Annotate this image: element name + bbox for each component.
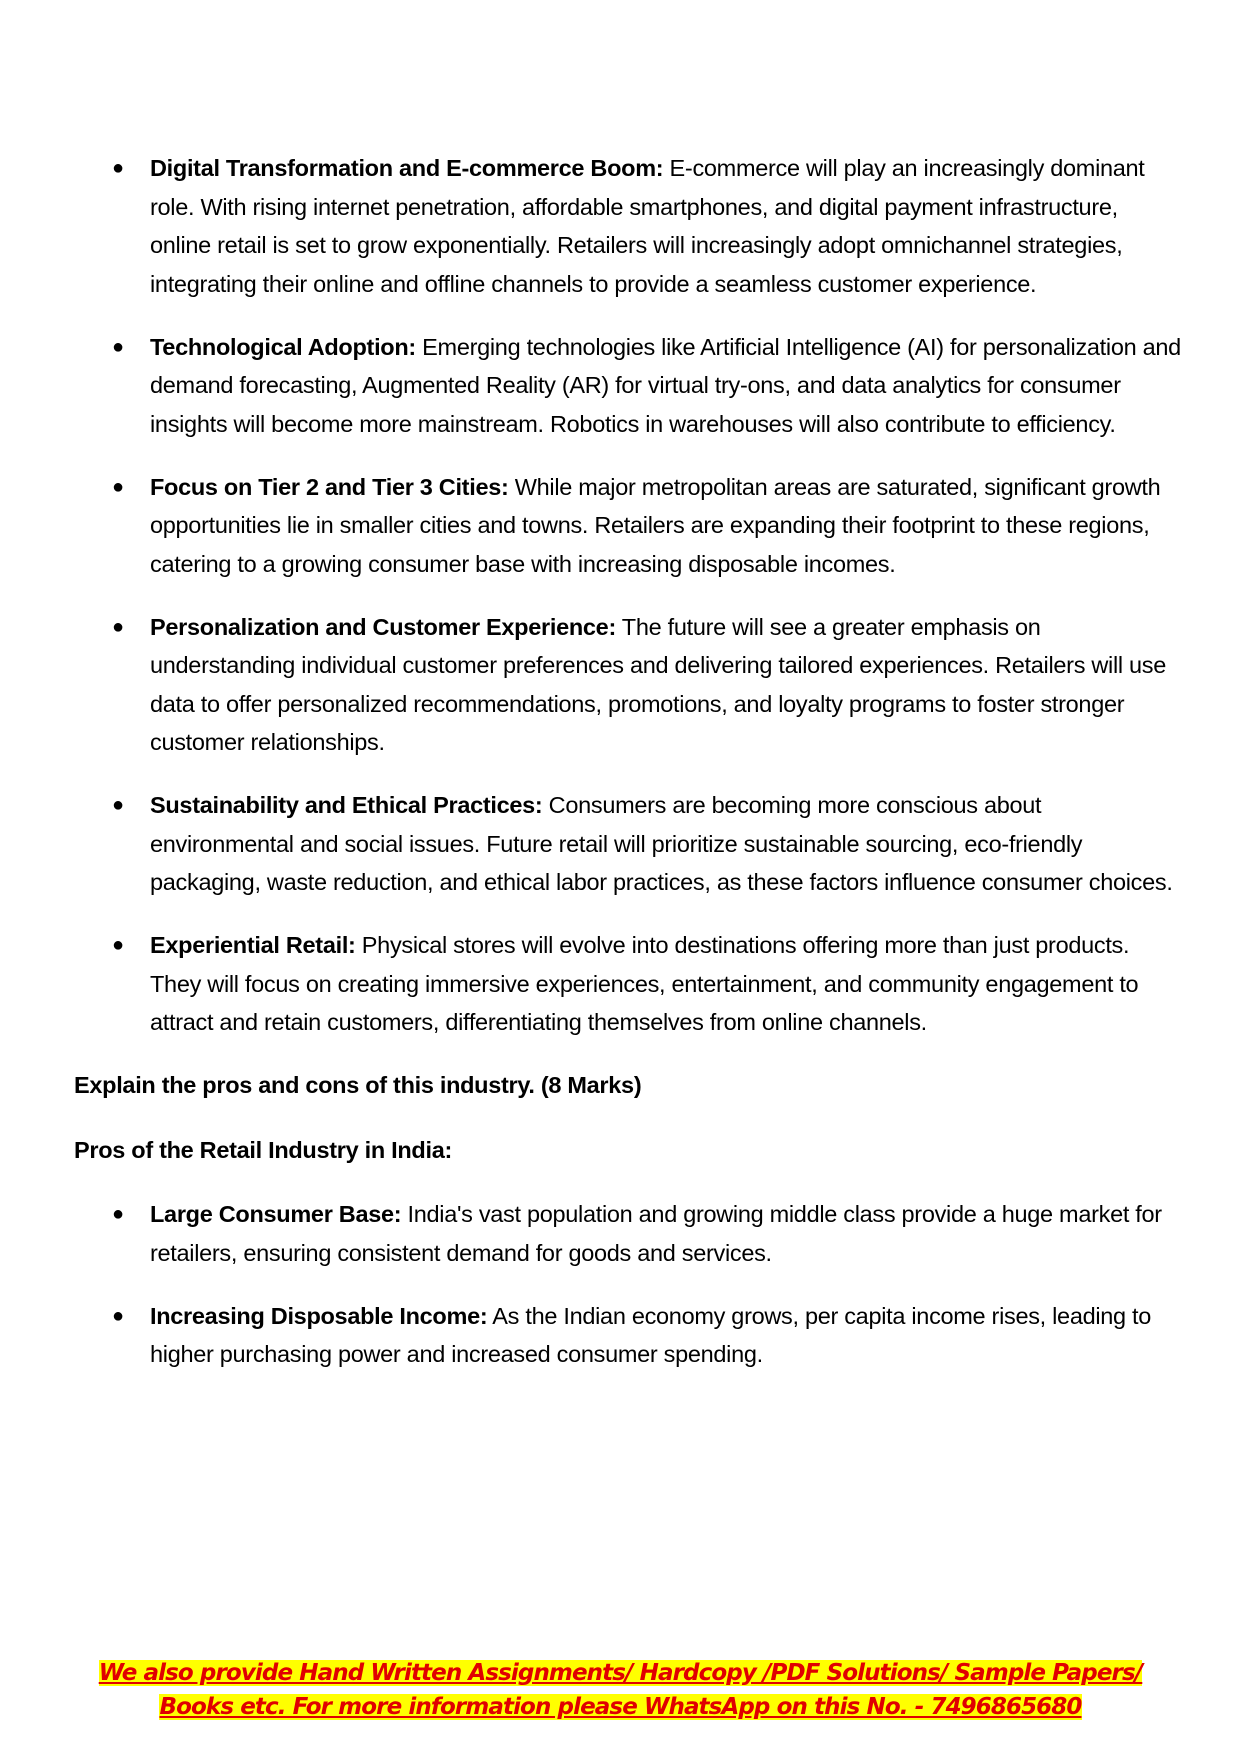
bullet-icon: ● bbox=[112, 335, 124, 358]
bullet-icon: ● bbox=[112, 1304, 124, 1327]
future-trends-list bbox=[74, 149, 1184, 1042]
list-item bbox=[74, 608, 1184, 762]
bullet-icon: ● bbox=[112, 934, 124, 956]
item-term: Increasing Disposable Income: bbox=[150, 1302, 488, 1329]
list-item bbox=[74, 1297, 1184, 1374]
item-term: Technological Adoption: bbox=[150, 333, 416, 360]
promo-line-1: We also provide Hand Written Assignments/ Hardcopy /PDF Solutions/ Sample Papers/ bbox=[98, 1660, 1143, 1686]
item-term: Experiential Retail: bbox=[150, 932, 356, 958]
item-text: E-commerce will play an increasingly dominant role. With rising internet penetration, affordable smartphones, and digital payment infrastructure, online retail is set to grow exponentially. Retailers will increasingly adopt omnichannel strategies, integrating their online and offline channels to provide a seamless customer experience. bbox=[150, 155, 1145, 297]
list-item bbox=[74, 468, 1184, 584]
bullet-icon: ● bbox=[112, 794, 124, 816]
item-text: Physical stores will evolve into destinations offering more than just products. They will focus on creating immersive experiences, entertainment, and community engagement to attract and retain customers, differentiating themselves from online channels. bbox=[150, 932, 1139, 1035]
item-text: India's vast population and growing middle class provide a huge market for retailers, ensuring consistent demand for goods and services. bbox=[150, 1201, 1162, 1266]
item-text: Consumers are becoming more conscious about environmental and social issues. Future retail will prioritize sustainable sourcing, eco-friendly packaging, waste reduction, and ethical labor practices, as these factors influence consumer choices. bbox=[150, 792, 1173, 895]
list-item bbox=[74, 926, 1184, 1042]
item-term: Large Consumer Base: bbox=[150, 1201, 402, 1227]
pros-heading: Pros of the Retail Industry in India: bbox=[74, 1136, 452, 1163]
item-text: While major metropolitan areas are saturated, significant growth opportunities lie in smaller cities and towns. Retailers are expanding their footprint to these regions, catering to a growing consumer base with increasing disposable incomes. bbox=[150, 473, 1161, 577]
item-term: Digital Transformation and E-commerce Boom: bbox=[150, 155, 664, 181]
promo-line-2: Books etc. For more information please WhatsApp on this No. - 7496865680 bbox=[159, 1694, 1082, 1720]
item-term: Personalization and Customer Experience: bbox=[150, 613, 616, 640]
item-text: Emerging technologies like Artificial Intelligence (AI) for personalization and demand forecasting, Augmented Reality (AR) for virtual try-ons, and data analytics for consumer insights will become more mainstream. Robotics in warehouses will also contribute to efficiency. bbox=[150, 333, 1181, 437]
document-body bbox=[74, 149, 1184, 1398]
item-text: As the Indian economy grows, per capita income rises, leading to higher purchasing power and increased consumer spending. bbox=[150, 1302, 1152, 1367]
list-item bbox=[74, 328, 1184, 444]
list-item bbox=[74, 149, 1184, 303]
bullet-icon: ● bbox=[112, 475, 124, 498]
bullet-icon: ● bbox=[112, 1203, 124, 1225]
item-text: The future will see a greater emphasis on understanding individual customer preferences and delivering tailored experiences. Retailers will use data to offer personalized recommendations, promotions, and loyalty programs to foster stronger customer relationships. bbox=[150, 613, 1167, 755]
bullet-icon: ● bbox=[112, 157, 124, 179]
list-item bbox=[74, 1195, 1184, 1272]
bullet-icon: ● bbox=[112, 615, 124, 638]
pros-list bbox=[74, 1195, 1184, 1374]
question-heading: Explain the pros and cons of this industry. (8 Marks) bbox=[74, 1072, 642, 1098]
item-term: Focus on Tier 2 and Tier 3 Cities: bbox=[150, 473, 509, 500]
promo-footer bbox=[0, 1656, 1241, 1724]
item-term: Sustainability and Ethical Practices: bbox=[150, 792, 543, 818]
list-item bbox=[74, 786, 1184, 902]
